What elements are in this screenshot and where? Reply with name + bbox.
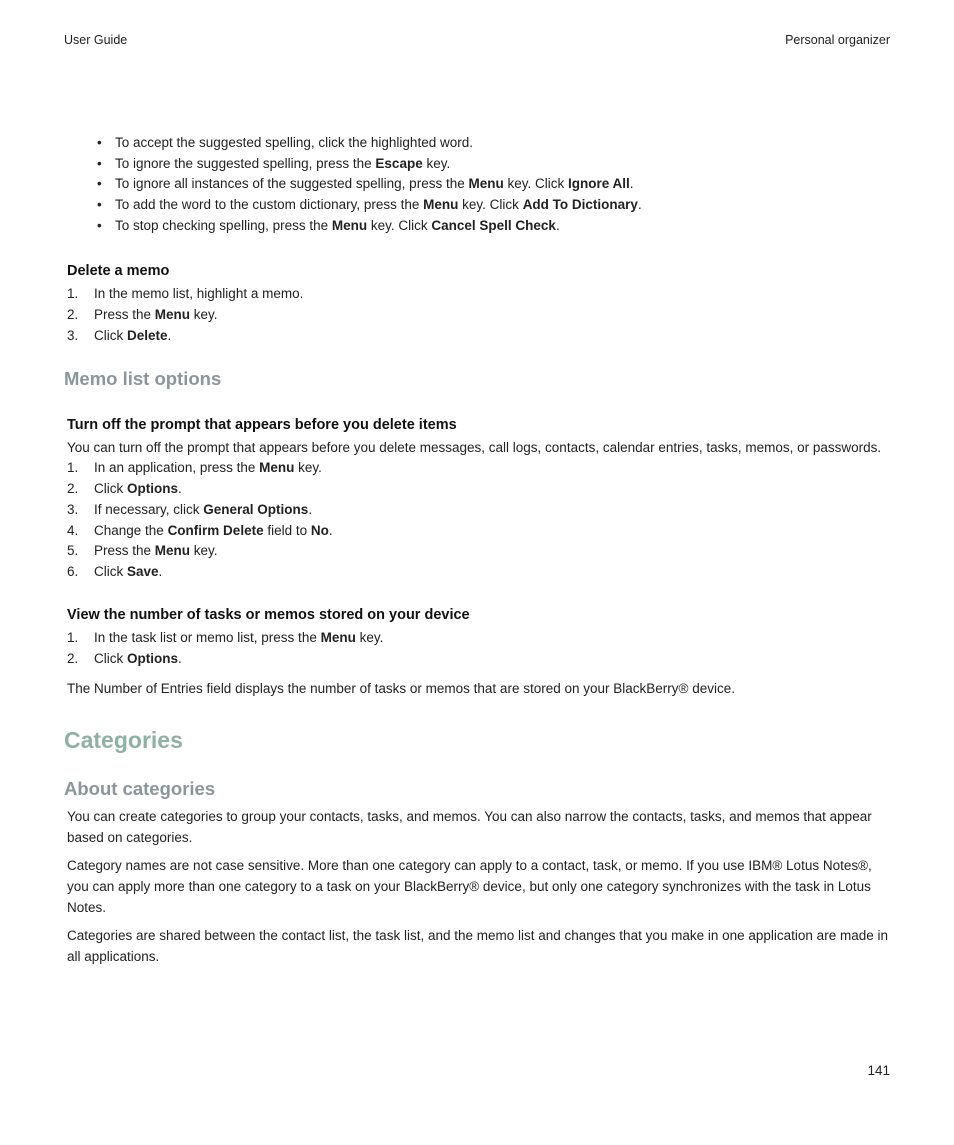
bold-term: Menu (331, 217, 368, 233)
step-text (94, 307, 218, 322)
bold-term: Ignore All (567, 176, 630, 192)
step-item (64, 562, 890, 583)
page-number: 141 (867, 1063, 890, 1078)
bold-term: General Options (203, 501, 309, 517)
text-run: . (328, 522, 333, 538)
text-run: . (629, 176, 634, 192)
categories-paragraph: You can create categories to group your contacts, tasks, and memos. You can also narrow the contacts, tasks, and memos that appear based on categories. (67, 808, 872, 845)
step-number: 1. (67, 460, 79, 476)
text-run: Click (94, 563, 127, 579)
text-run: To ignore the suggested spelling, press the (115, 155, 376, 171)
list-item (64, 195, 890, 216)
categories-paragraph: Category names are not case sensitive. More than one category can apply to a contact, task, or memo. If you use IBM® Lotus Notes®, you can apply more than one category to a task on your BlackBerry® device, but only one category synchronizes with the task in Lotus Notes. (67, 858, 872, 915)
turn-off-prompt-steps (64, 458, 890, 582)
step-text (94, 328, 171, 343)
bold-term: Cancel Spell Check (431, 217, 556, 233)
spell-check-options-list (64, 133, 890, 237)
memo-list-options-heading: Memo list options (64, 368, 222, 390)
step-item (64, 458, 890, 479)
bold-term: Options (127, 481, 178, 497)
text-run: key. (422, 155, 451, 171)
page-content (64, 133, 890, 968)
step-number: 6. (67, 563, 79, 579)
text-run: In the task list or memo list, press the (94, 630, 321, 646)
text-run: field to (263, 522, 311, 538)
bold-term: Menu (154, 543, 191, 559)
text-run: Click (94, 651, 127, 667)
text-run: To accept the suggested spelling, click the highlighted word. (115, 135, 473, 150)
turn-off-prompt-intro: You can turn off the prompt that appears before you delete messages, call logs, contacts, calendar entries, tasks, memos, or passwords. (67, 439, 882, 455)
text-run: key. (355, 630, 384, 646)
step-number: 2. (67, 651, 79, 667)
step-text (94, 502, 312, 517)
list-item (64, 154, 890, 175)
text-run: Press the (94, 543, 155, 559)
text-run: In an application, press the (94, 460, 260, 476)
step-item (64, 305, 890, 326)
bold-term: Save (127, 563, 159, 579)
bold-term: Escape (375, 155, 423, 171)
step-item (64, 521, 890, 542)
step-number: 1. (67, 286, 79, 302)
delete-memo-steps (64, 284, 890, 346)
text-run: Click (94, 327, 127, 343)
step-number: 2. (67, 481, 79, 497)
step-text (94, 543, 218, 558)
categories-paragraph: Categories are shared between the contact list, the task list, and the memo list and changes that you make in one application are made in all applications. (67, 928, 888, 965)
text-run: key. (190, 306, 218, 322)
step-text (94, 286, 303, 301)
step-number: 3. (67, 327, 79, 343)
running-header-right: Personal organizer (785, 33, 890, 47)
step-number: 2. (67, 306, 79, 322)
step-text (94, 564, 162, 579)
view-number-steps (64, 628, 890, 669)
list-item (64, 174, 890, 195)
bold-term: Options (127, 651, 178, 667)
list-item (64, 216, 890, 237)
text-run: key. Click (367, 217, 432, 233)
bold-term: Menu (468, 176, 504, 192)
bold-term: Menu (320, 630, 356, 646)
step-item (64, 628, 890, 649)
view-number-title: View the number of tasks or memos stored on your device (67, 606, 470, 623)
bold-term: No (310, 522, 329, 538)
step-item (64, 500, 890, 521)
step-item (64, 326, 890, 347)
text-run: key. Click (458, 197, 523, 213)
text-run: Change the (94, 522, 168, 538)
bold-term: Add To Dictionary (522, 197, 638, 213)
text-run: . (555, 217, 560, 233)
text-run: key. (294, 460, 322, 476)
list-item (64, 133, 890, 154)
step-text (94, 481, 182, 496)
step-text (94, 460, 322, 475)
bold-term: Delete (127, 327, 168, 343)
categories-heading: Categories (64, 727, 183, 754)
text-run: To ignore all instances of the suggested spelling, press the (115, 176, 469, 192)
step-item (64, 284, 890, 305)
bold-term: Menu (154, 306, 191, 322)
step-item (64, 541, 890, 562)
bold-term: Menu (423, 197, 459, 213)
bold-term: Menu (259, 460, 295, 476)
text-run: Press the (94, 306, 155, 322)
text-run: To add the word to the custom dictionary, press the (115, 197, 424, 213)
step-text (94, 523, 333, 538)
running-header-left: User Guide (64, 33, 128, 47)
step-text (94, 651, 182, 666)
text-run: If necessary, click (94, 501, 204, 517)
text-run: To stop checking spelling, press the (115, 217, 332, 233)
text-run: Click (94, 481, 127, 497)
text-run: In the memo list, highlight a memo. (94, 286, 304, 302)
text-run: . (178, 651, 182, 667)
bold-term: Confirm Delete (167, 522, 264, 538)
text-run: . (637, 197, 642, 213)
text-run: . (178, 481, 182, 497)
view-number-note: The Number of Entries field displays the number of tasks or memos that are stored on your BlackBerry® device. (67, 680, 735, 696)
about-categories-heading: About categories (64, 778, 216, 800)
step-number: 3. (67, 501, 79, 517)
step-item (64, 649, 890, 670)
text-run: key. Click (503, 176, 568, 192)
text-run: . (158, 563, 163, 579)
text-run: . (308, 501, 313, 517)
step-text (94, 630, 383, 645)
text-run: key. (190, 543, 218, 559)
step-number: 1. (67, 630, 79, 646)
step-number: 4. (67, 522, 79, 538)
turn-off-prompt-title: Turn off the prompt that appears before you delete items (67, 417, 457, 434)
delete-memo-title: Delete a memo (67, 262, 170, 279)
step-number: 5. (67, 543, 79, 559)
step-item (64, 479, 890, 500)
text-run: . (167, 327, 172, 343)
